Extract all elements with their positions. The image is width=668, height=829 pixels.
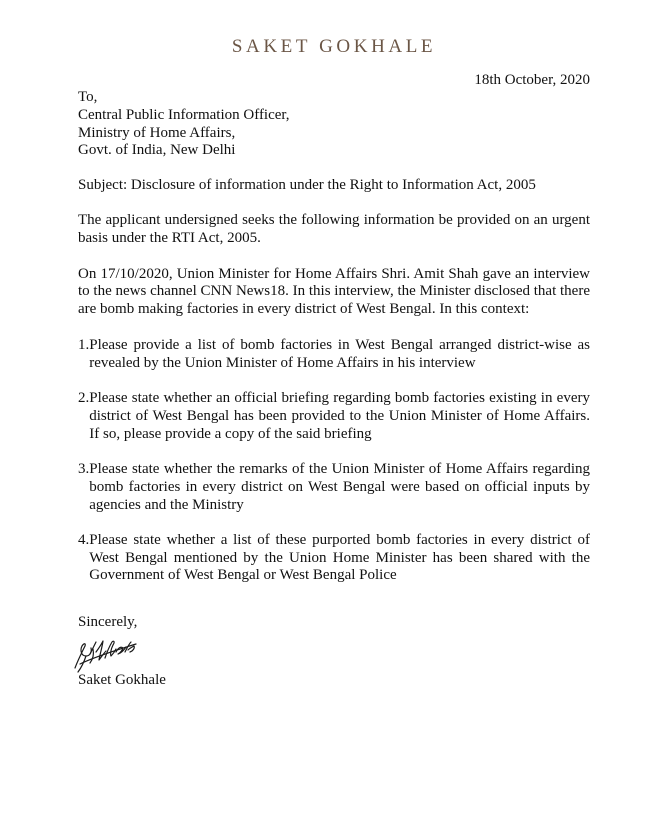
- subject-line: Subject: Disclosure of information under the Right to Information Act, 2005: [78, 177, 536, 194]
- closing-block: [78, 614, 590, 690]
- address-line: Ministry of Home Affairs,: [78, 124, 236, 141]
- letter-body: [78, 89, 590, 690]
- paragraph: On 17/10/2020, Union Minister for Home Affairs Shri. Amit Shah gave an interview to the news channel CNN News18. In this interview, the Minister disclosed that there are bomb making factories in every district of West Bengal. In this context:: [78, 265, 590, 318]
- list-item: [78, 532, 590, 585]
- address-line: Central Public Information Officer,: [78, 106, 290, 123]
- request-list: [78, 337, 590, 585]
- signatory-name: Saket Gokhale: [78, 672, 166, 689]
- list-item: [78, 461, 590, 514]
- list-item-text: Please state whether a list of these purported bomb factories in every district of West Bengal mentioned by the Union Home Minister has been shared with the Government of West Bengal or West Bengal Police: [89, 531, 590, 584]
- list-item-text: Please state whether an official briefing regarding bomb factories existing in every district of West Bengal has been provided to the Union Minister of Home Affairs. If so, please provide a copy of the said briefing: [89, 390, 590, 442]
- address-line: Govt. of India, New Delhi: [78, 142, 236, 159]
- list-item-text: Please provide a list of bomb factories in West Bengal arranged district-wise as revealed by the Union Minister of Home Affairs in his interview: [89, 336, 590, 371]
- list-item-number: 3.: [78, 460, 90, 477]
- list-item: [78, 390, 590, 443]
- list-item-number: 2.: [78, 390, 90, 407]
- closing-salutation: Sincerely,: [78, 614, 138, 631]
- handwritten-signature: [72, 632, 144, 674]
- salutation: To,: [78, 89, 98, 105]
- list-item-number: 1.: [78, 336, 90, 353]
- letter-date: 18th October, 2020: [474, 72, 590, 88]
- recipient-address: [78, 89, 590, 160]
- list-item-number: 4.: [78, 531, 90, 548]
- letterhead: SAKET GOKHALE: [231, 36, 437, 57]
- list-item: [78, 337, 590, 373]
- paragraph: The applicant undersigned seeks the following information be provided on an urgent basis under the RTI Act, 2005.: [78, 211, 590, 246]
- list-item-text: Please state whether the remarks of the Union Minister of Home Affairs regarding bomb factories in every district on West Bengal were based on official inputs by agencies and the Ministry: [89, 460, 590, 513]
